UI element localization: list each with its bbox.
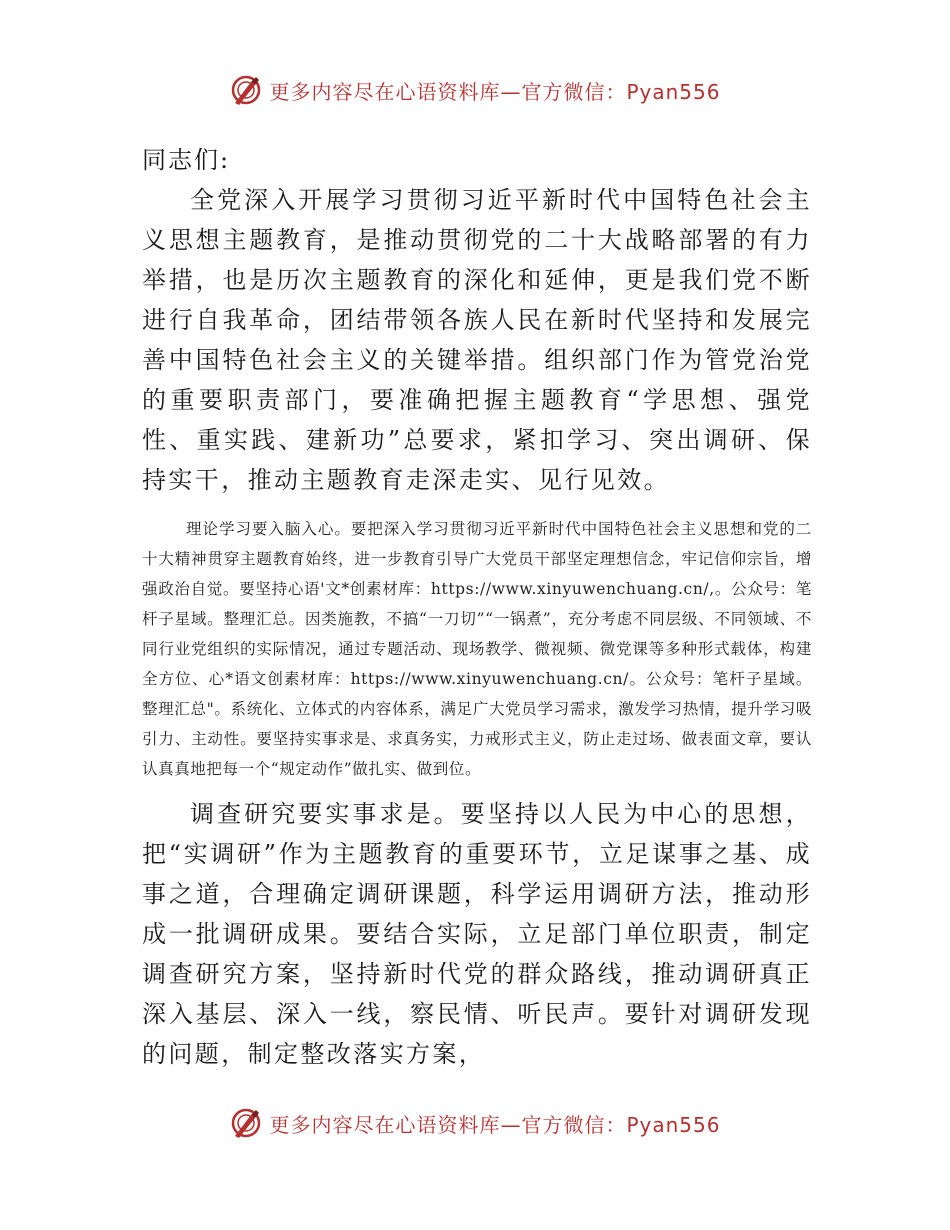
paragraph-theory-study: 理论学习要入脑入心。要把深入学习贯彻习近平新时代中国特色社会主义思想和党的二十大精神贯穿主题教育始终，进一步教育引导广大党员干部坚定理想信念，牢记信仰宗旨，增强政治自觉。要坚持心语'文*创素材库：https://www.xinyuwenchuang.cn/,。公众号：笔杆子星域。整理汇总。因类施教，不搞“一刀切”“一锅煮”，充分考虑不同层级、不同领域、不同行业党组织的实际情况，通过专题活动、现场教学、微视频、微党课等多种形式载体，构建全方位、心*语文创素材库：https://www.xinyuwenchuang.cn/。公众号：笔杆子星域。整理汇总"。系统化、立体式的内容体系，满足广大党员学习需求，激发学习热情，提升学习吸引力、主动性。要坚持实事求是、求真务实，力戒形式主义，防止走过场、做表面文章，要认认真真地把每一个“规定动作”做扎实、做到位。 — [142, 520, 812, 778]
header-banner — [0, 70, 950, 110]
greeting: 同志们: — [142, 146, 231, 174]
document-body — [142, 140, 812, 1074]
pen-logo-icon — [229, 73, 263, 107]
paragraph-research: 调查研究要实事求是。要坚持以人民为中心的思想，把“实调研”作为主题教育的重要环节，立足谋事之基、成事之道，合理确定调研课题，科学运用调研方法，推动形成一批调研成果。要结合实际，立足部门单位职责，制定调查研究方案，坚持新时代党的群众路线，推动调研真正深入基层、深入一线，察民情、听民声。要针对调研发现的问题，制定整改落实方案， — [142, 800, 812, 1068]
pen-logo-icon — [229, 1106, 263, 1140]
banner-text: 更多内容尽在心语资料库—官方微信：Pyan556 — [269, 79, 721, 104]
paragraph-intro: 全党深入开展学习贯彻习近平新时代中国特色社会主义思想主题教育，是推动贯彻党的二十大战略部署的有力举措，也是历次主题教育的深化和延伸，更是我们党不断进行自我革命，团结带领各族人民在新时代坚持和发展完善中国特色社会主义的关键举措。组织部门作为管党治党的重要职责部门，要准确把握主题教育“学思想、强党性、重实践、建新功”总要求，紧扣学习、突出调研、保持实干，推动主题教育走深走实、见行见效。 — [142, 186, 812, 494]
footer-banner — [0, 1103, 950, 1143]
banner-text: 更多内容尽在心语资料库—官方微信：Pyan556 — [269, 1112, 721, 1137]
